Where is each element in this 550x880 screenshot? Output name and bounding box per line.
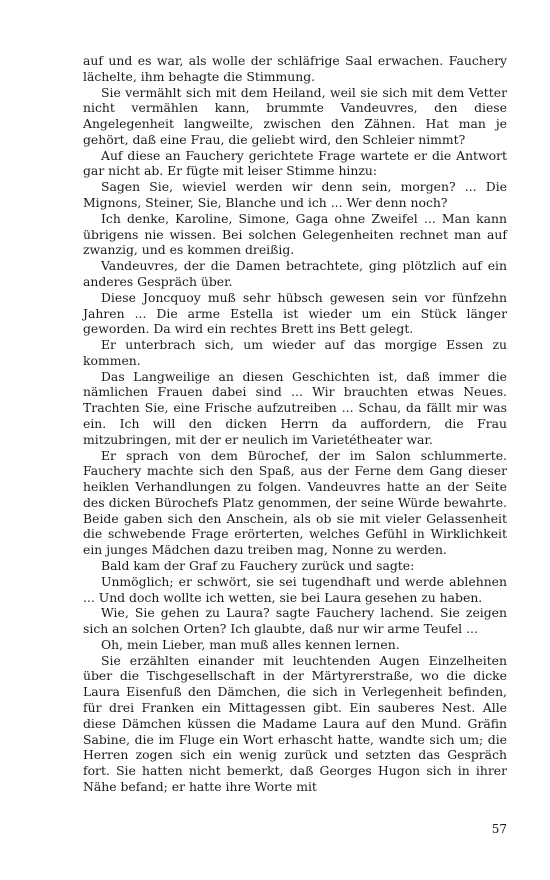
paragraph: Sie erzählten einander mit leuchtenden Augen Einzelheiten über die Tischgesellschaft in der Märtyrerstraße, wo die dicke Laura Eisenfuß den Dämchen, die sich in Verlegenheit befinden, für drei Franken ein Mittagessen gibt. Ein sauberes Nest. Alle diese Dämchen küssen die Madame Laura auf den Mund. Gräfin Sabine, die im Fluge ein Wort erhascht hatte, wandte sich um; die Herren zogen sich ein wenig zurück und setzten das Gespräch fort. Sie hatten nicht bemerkt, daß Georges Hugon sich in ihrer Nähe befand; er hatte ihre Worte mit [83, 652, 507, 794]
paragraph: Auf diese an Fauchery gerichtete Frage wartete er die Antwort gar nicht ab. Er fügte mit leiser Stimme hinzu: [83, 147, 507, 179]
paragraph: Bald kam der Graf zu Fauchery zurück und sagte: [101, 558, 415, 573]
paragraph: Ich denke, Karoline, Simone, Gaga ohne Zweifel ... Man kann übrigens nie wissen. Bei solchen Gelegenheiten rechnet man auf zwanzig, und es kommen dreißig. [83, 210, 507, 258]
paragraph: Sagen Sie, wieviel werden wir denn sein, morgen? ... Die Mignons, Steiner, Sie, Blanche und ich ... Wer denn noch? [83, 179, 507, 211]
paragraph: Das Langweilige an diesen Geschichten ist, daß immer die nämlichen Frauen dabei sind ... Wir brauchten etwas Neues. Trachten Sie, eine Frische aufzutreiben ... Schau, da fällt mir was ein. Ich will den dicken Herrn da auffordern, die Frau mitzubringen, mit der er neulich im Varietétheater war. [83, 368, 507, 447]
body-text [83, 53, 507, 795]
paragraph: Vandeuvres, der die Damen betrachtete, ging plötzlich auf ein anderes Gespräch über. [83, 258, 507, 289]
paragraph: Wie, Sie gehen zu Laura? sagte Fauchery lachend. Sie zeigen sich an solchen Orten? Ich glaubte, daß nur wir arme Teufel ... [83, 605, 507, 637]
paragraph: Sie vermählt sich mit dem Heiland, weil sie sich mit dem Vetter nicht vermählen kann, brummte Vandeuvres, den diese Angelegenheit langweilte, zwischen den Zähnen. Hat man je gehört, daß eine Frau, die geliebt wird, den Schleier nimmt? [83, 84, 507, 147]
paragraph: auf und es war, als wolle der schläfrige Saal erwachen. Fauchery lächelte, ihm behagte die Stimmung. [83, 53, 507, 84]
paragraph: Er unterbrach sich, um wieder auf das morgige Essen zu kommen. [83, 337, 507, 368]
paragraph: Er sprach von dem Bürochef, der im Salon schlummerte. Fauchery machte sich den Spaß, aus der Ferne dem Gang dieser heiklen Verhandlungen zu folgen. Vandeuvres hatte an der Seite des dicken Bürochefs Platz genommen, der seine Würde bewahrte. Beide gaben sich den Anschein, als ob sie mit vieler Gelassenheit die schwebende Frage erörterten, welches Gefühl in Wirklichkeit ein junges Mädchen dazu treiben mag, Nonne zu werden. [83, 447, 507, 558]
paragraph: Oh, mein Lieber, man muß alles kennen lernen. [101, 636, 400, 652]
page-number: 57 [491, 822, 507, 836]
paragraph: Diese Joncquoy muß sehr hübsch gewesen sein vor fünfzehn Jahren ... Die arme Estella ist wieder um ein Stück länger geworden. Da wird ein rechtes Brett ins Bett gelegt. [83, 289, 507, 337]
paragraph: Unmöglich; er schwört, sie sei tugendhaft und werde ablehnen ... Und doch wollte ich wetten, sie bei Laura gesehen zu haben. [83, 573, 507, 605]
